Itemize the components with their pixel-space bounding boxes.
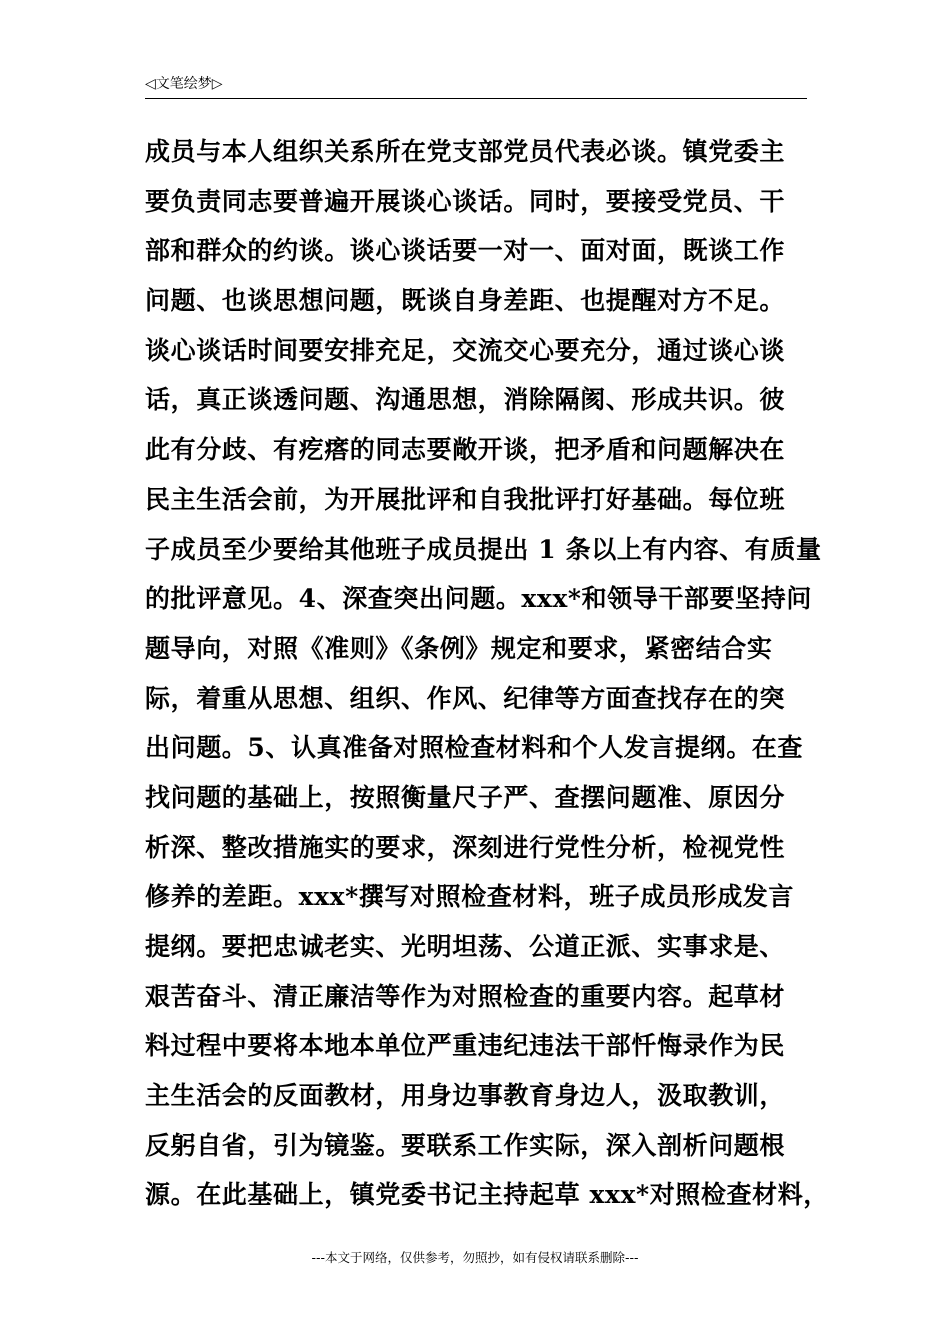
footer-disclaimer: ---本文于网络，仅供参考，勿照抄，如有侵权请联系删除--- <box>311 1250 639 1265</box>
text-line: 出问题。5、认真准备对照检查材料和个人发言提纲。在查 <box>145 733 803 763</box>
text-line: 部和群众的约谈。谈心谈话要一对一、面对面，既谈工作 <box>145 236 786 266</box>
text-line: 反躬自省，引为镜鉴。要联系工作实际，深入剖析问题根 <box>145 1130 786 1160</box>
text-line: 此有分歧、有疙瘩的同志要敞开谈，把矛盾和问题解决在 <box>145 435 786 465</box>
text-line: 子成员至少要给其他班子成员提出 1 条以上有内容、有质量 <box>145 534 822 564</box>
text-line: 成员与本人组织关系所在党支部党员代表必谈。镇党委主 <box>145 137 786 166</box>
text-line: 提纲。要把忠诚老实、光明坦荡、公道正派、实事求是、 <box>145 932 786 961</box>
page-header <box>145 74 807 99</box>
page-footer <box>0 1250 950 1266</box>
text-line: 际，着重从思想、组织、作风、纪律等方面查找存在的突 <box>145 683 786 713</box>
text-line: 修养的差距。xxx*撰写对照检查材料，班子成员形成发言 <box>145 882 794 912</box>
text-line: 源。在此基础上，镇党委书记主持起草 xxx*对照检查材料， <box>145 1180 829 1210</box>
text-line: 民主生活会前，为开展批评和自我批评打好基础。每位班 <box>145 484 786 514</box>
header-title: ◁文笔绘梦▷ <box>145 76 223 92</box>
text-line: 料过程中要将本地本单位严重违纪违法干部忏悔录作为民 <box>145 1031 786 1061</box>
text-line: 的批评意见。4、深查突出问题。xxx*和领导干部要坚持问 <box>145 584 812 614</box>
text-line: 主生活会的反面教材，用身边事教育身边人，汲取教训， <box>145 1081 786 1111</box>
text-line: 问题、也谈思想问题，既谈自身差距、也提醒对方不足。 <box>145 286 786 316</box>
text-line: 谈心谈话时间要安排充足，交流交心要充分，通过谈心谈 <box>145 335 786 365</box>
text-line: 要负责同志要普遍开展谈心谈话。同时，要接受党员、干 <box>145 186 786 216</box>
text-line: 找问题的基础上，按照衡量尺子严、查摆问题准、原因分 <box>145 782 786 812</box>
text-line: 话，真正谈透问题、沟通思想，消除隔阂、形成共识。彼 <box>145 385 786 415</box>
text-line: 艰苦奋斗、清正廉洁等作为对照检查的重要内容。起草材 <box>145 981 786 1011</box>
text-line: 析深、整改措施实的要求，深刻进行党性分析，检视党性 <box>145 832 786 862</box>
text-line: 题导向，对照《准则》《条例》规定和要求，紧密结合实 <box>145 633 773 663</box>
document-body <box>145 127 829 1220</box>
